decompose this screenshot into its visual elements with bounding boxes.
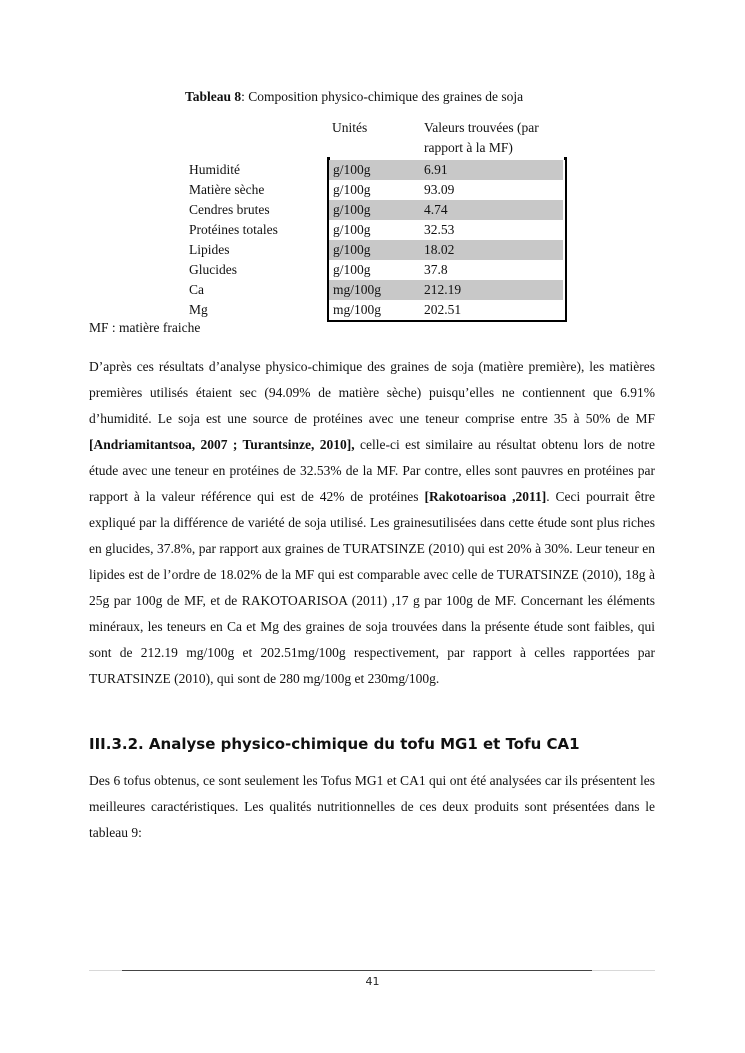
row-label: Humidité [189, 162, 240, 177]
citation-andriamitantsoa: [Andriamitantsoa, 2007 ; Turantsinze, 2010], [89, 437, 355, 452]
cell-unit: g/100g [333, 202, 371, 217]
table-row [329, 300, 563, 320]
cell-unit: g/100g [333, 242, 371, 257]
cell-value: 18.02 [424, 242, 455, 257]
citation-rakotoarisoa: [Rakotoarisoa ,2011] [424, 489, 547, 504]
cell-value: 212.19 [424, 282, 462, 297]
cell-unit: g/100g [333, 262, 371, 277]
cell-unit: mg/100g [333, 282, 382, 297]
table-row [329, 180, 563, 200]
row-label: Protéines totales [189, 222, 278, 237]
row-label: Cendres brutes [189, 202, 270, 217]
paragraph1-part3: . Ceci pourrait être expliqué par la différence de variété de soja utilisé. Les grainesutilisées dans cette étude sont plus riches en glucides, 37.8%, par rapport aux graines de TURATSINZE (2010) qui est 20% à 30%. Leur teneur en lipides est de l’ordre de 18.02% de la MF qui est comparable avec celle de TURATSINZE (2010), 18g à 25g par 100g de MF, et de RAKOTOARISOA (2011) ,17 g par 100g de MF. Concernant les éléments minéraux, les teneurs en Ca et Mg des graines de soja trouvées dans la présente étude sont faibles, qui sont de 212.19 mg/100g et 202.51mg/100g respectivement, par rapport à celles rapportées par TURATSINZE (2010), qui sont de 280 mg/100g et 230mg/100g. [89, 489, 655, 686]
table-row [329, 260, 563, 280]
paragraph-tofu-intro: Des 6 tofus obtenus, ce sont seulement les Tofus MG1 et CA1 qui ont été analysées car ils présentent les meilleures caractéristiques. Les qualités nutritionnelles de ces deux produits sont présentées dans le tableau 9: [89, 773, 655, 840]
cell-value: 202.51 [424, 302, 462, 317]
table-corner-right [564, 157, 567, 160]
cell-value: 32.53 [424, 222, 455, 237]
row-label: Glucides [189, 262, 237, 277]
paragraph1-part1: D’après ces résultats d’analyse physico-chimique des graines de soja (matière première), les matières premières utilisés étaient sec (94.09% de matière sèche) puisqu’elles ne contiennent que 6.91% d’humidité. Le soja est une source de protéines avec une teneur comprise entre 35 à 50% de MF [89, 359, 655, 426]
table-row [329, 200, 563, 220]
cell-value: 93.09 [424, 182, 455, 197]
table-caption-label: Tableau 8 [185, 89, 242, 104]
row-label: Mg [189, 302, 208, 317]
page-number: 41 [365, 975, 380, 988]
section-heading: III.3.2. Analyse physico-chimique du tofu MG1 et Tofu CA1 [89, 735, 580, 753]
cell-value: 6.91 [424, 162, 448, 177]
row-label: Matière sèche [189, 182, 265, 197]
column-header-values [424, 118, 574, 158]
column-header-units: Unités [332, 120, 368, 135]
cell-unit: g/100g [333, 182, 371, 197]
table-footnote: MF : matière fraiche [89, 320, 201, 335]
column-header-values-line1: Valeurs trouvées (par [424, 120, 539, 135]
row-label: Ca [189, 282, 204, 297]
cell-value: 37.8 [424, 262, 448, 277]
table-row [329, 160, 563, 180]
cell-value: 4.74 [424, 202, 448, 217]
column-header-values-line2: rapport à la MF) [424, 140, 513, 155]
row-label: Lipides [189, 242, 230, 257]
table-row [329, 240, 563, 260]
paragraph1-part2: celle-ci est similaire au résultat obtenu lors de notre étude avec une teneur en protéines de 32.53% de la MF. Par contre, elles sont pauvres en protéines par rapport à la valeur référence qui est de 42% de protéines [89, 437, 655, 504]
cell-unit: mg/100g [333, 302, 382, 317]
table-row [329, 220, 563, 240]
footer-divider-dark [122, 970, 592, 971]
cell-unit: g/100g [333, 162, 371, 177]
cell-unit: g/100g [333, 222, 371, 237]
paragraph-results-discussion [89, 354, 655, 692]
table-caption-text: : Composition physico-chimique des graines de soja [241, 89, 524, 104]
table-caption [185, 89, 523, 105]
table-row [329, 280, 563, 300]
